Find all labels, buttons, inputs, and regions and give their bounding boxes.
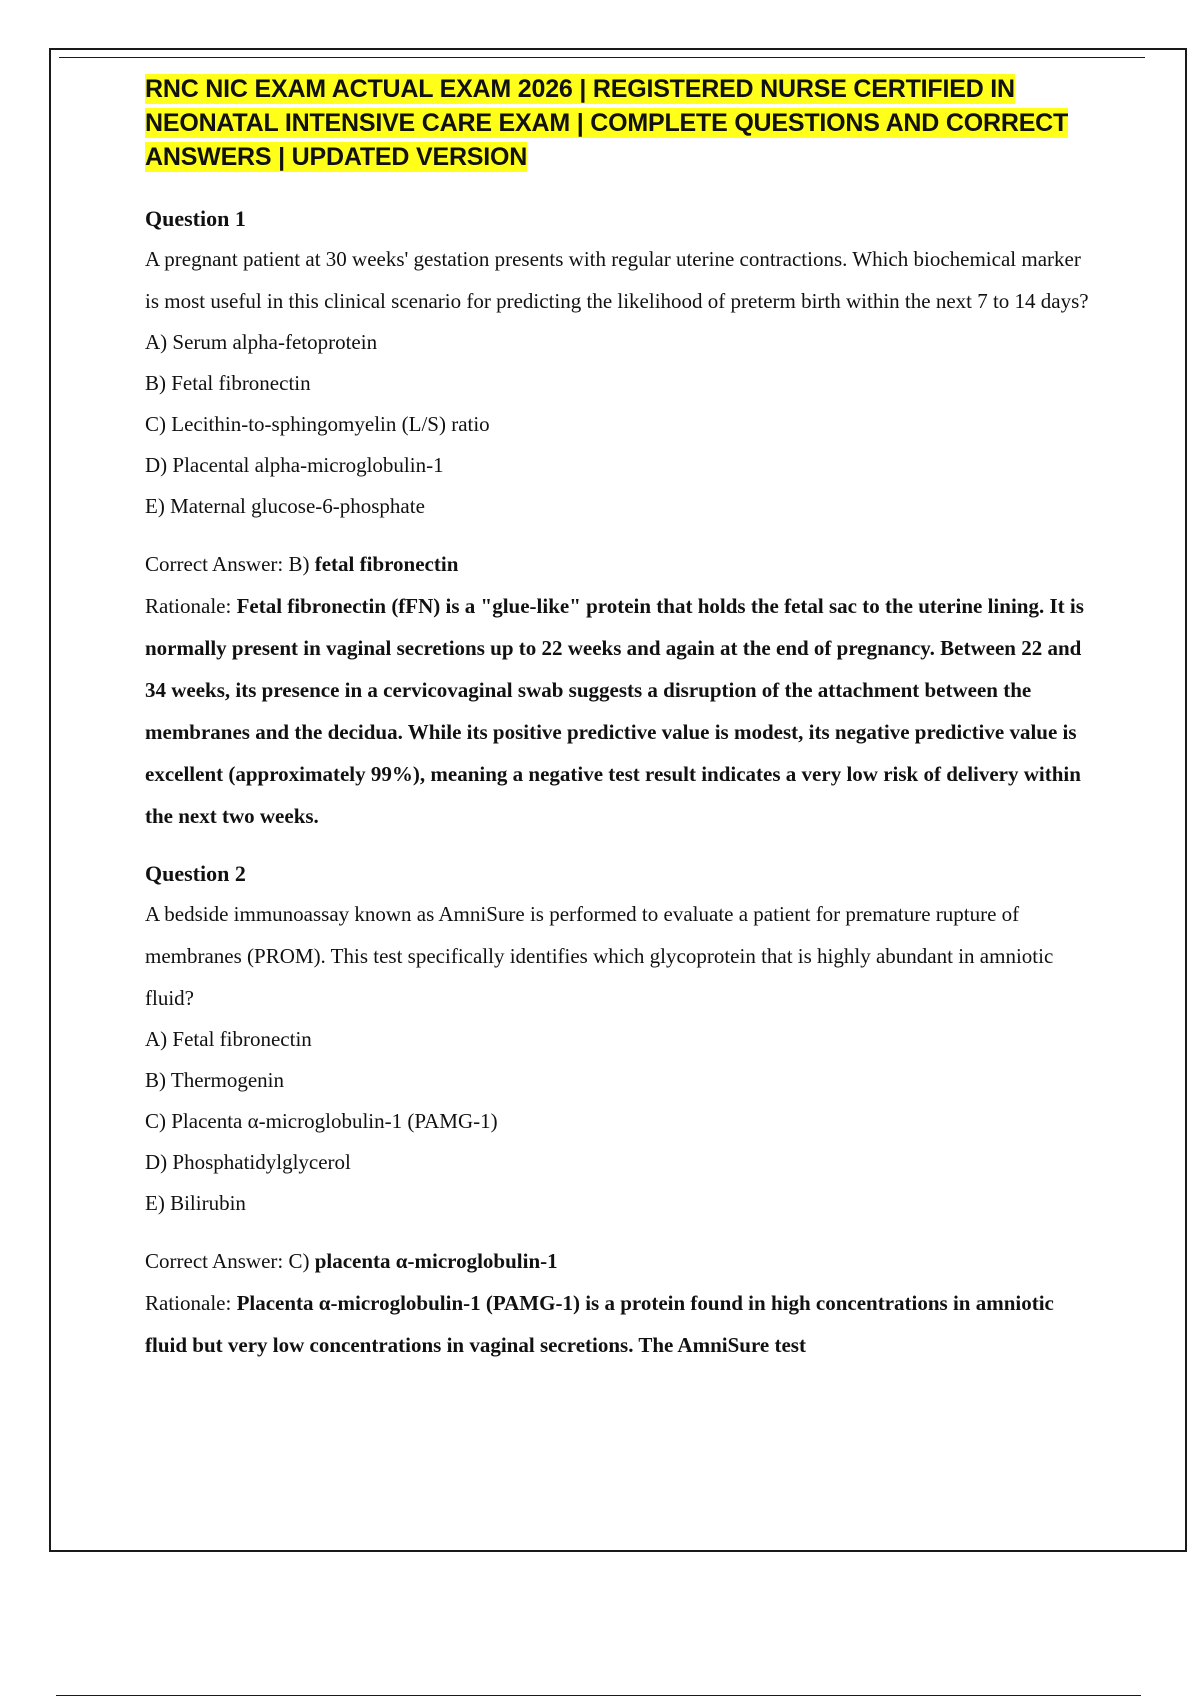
option-c: C) Placenta α-microglobulin-1 (PAMG-1) — [145, 1109, 498, 1133]
question-2 — [145, 859, 1095, 1366]
option-d: D) Placental alpha-microglobulin-1 — [145, 453, 444, 477]
answer-options — [145, 1019, 1095, 1224]
rationale-label: Rationale: — [145, 1291, 232, 1315]
rationale — [145, 585, 1095, 837]
question-heading: Question 2 — [145, 861, 246, 886]
rationale-label: Rationale: — [145, 594, 232, 618]
rationale — [145, 1282, 1095, 1366]
correct-answer-label: Correct Answer: C) — [145, 1249, 310, 1273]
question-text: A pregnant patient at 30 weeks' gestation presents with regular uterine contractions. Which biochemical marker is most useful in this clinical scenario for predicting the likelihood of preterm birth within the next 7 to 14 days? — [145, 247, 1089, 313]
rationale-text: Placenta α-microglobulin-1 (PAMG-1) is a protein found in high concentrations in amniotic fluid but very low concentrations in vaginal secretions. The AmniSure test — [145, 1291, 1054, 1357]
document-body — [145, 72, 1095, 1366]
correct-answer-label: Correct Answer: B) — [145, 552, 310, 576]
document-title — [145, 72, 1095, 174]
option-a: A) Fetal fibronectin — [145, 1027, 312, 1051]
option-b: B) Fetal fibronectin — [145, 371, 311, 395]
answer-options — [145, 322, 1095, 527]
document-title-text: RNC NIC EXAM ACTUAL EXAM 2026 | REGISTERED NURSE CERTIFIED IN NEONATAL INTENSIVE CARE EXAM | COMPLETE QUESTIONS AND CORRECT ANSWERS | UPDATED VERSION — [145, 75, 1069, 171]
option-d: D) Phosphatidylglycerol — [145, 1150, 351, 1174]
top-divider-line — [59, 57, 1145, 58]
option-a: A) Serum alpha-fetoprotein — [145, 330, 378, 354]
rationale-text: Fetal fibronectin (fFN) is a "glue-like" protein that holds the fetal sac to the uterine lining. It is normally present in vaginal secretions up to 22 weeks and again at the end of pregnancy. Between 22 and 34 weeks, its presence in a cervicovaginal swab suggests a disruption of the attachment between the membranes and the decidua. While its positive predictive value is modest, its negative predictive value is excellent (approximately 99%), meaning a negative test result indicates a very low risk of delivery within the next two weeks. — [145, 594, 1084, 828]
correct-answer — [145, 543, 1095, 585]
correct-answer-value: placenta α-microglobulin-1 — [314, 1249, 558, 1273]
question-heading: Question 1 — [145, 206, 246, 231]
option-b: B) Thermogenin — [145, 1068, 285, 1092]
option-e: E) Maternal glucose-6-phosphate — [145, 494, 425, 518]
option-e: E) Bilirubin — [145, 1191, 246, 1215]
bottom-divider-line — [56, 1695, 1141, 1696]
question-text: A bedside immunoassay known as AmniSure is performed to evaluate a patient for premature rupture of membranes (PROM). This test specifically identifies which glycoprotein that is highly abundant in amniotic fluid? — [145, 902, 1054, 1010]
correct-answer — [145, 1240, 1095, 1282]
option-c: C) Lecithin-to-sphingomyelin (L/S) ratio — [145, 412, 490, 436]
correct-answer-value: fetal fibronectin — [314, 552, 459, 576]
question-1 — [145, 204, 1095, 837]
